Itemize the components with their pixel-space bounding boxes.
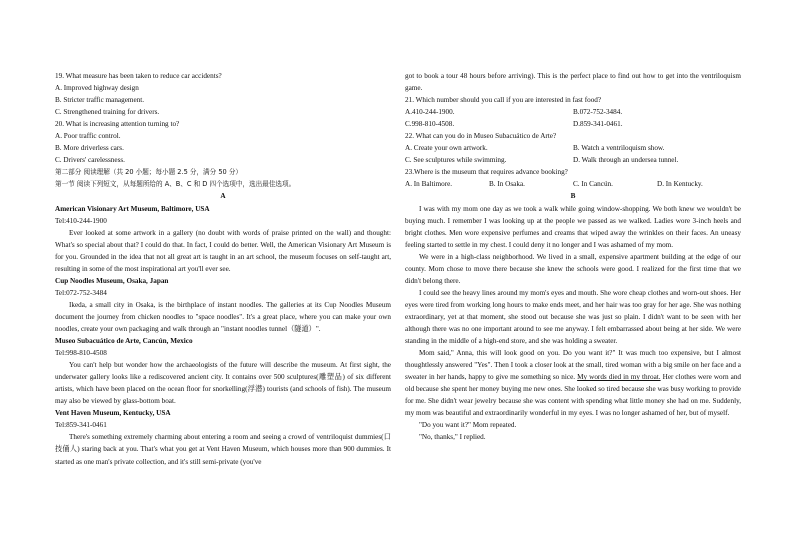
option-21b: B.072-752-3484.: [573, 108, 623, 117]
museum-3-tel: Tel:998-810-4508: [55, 349, 107, 358]
passage-b-paragraph-1: I was with my mom one day as we took a walk while going window-shopping. We both knew we wouldn't be buying much. I remember I was looking up at the people we passed as we walked. Ladies wore 3-inch heels and bright clothes. Men wore expensive perfumes and creams that wiped away the wrinkles on their faces. An uneasy feeling started to settle in my chest. I could deny it no longer and I was ashamed of my mom.: [405, 204, 741, 249]
option-20b: B. More driverless cars.: [55, 144, 124, 153]
underlined-phrase: My words died in my throat.: [577, 373, 661, 382]
museum-4-tel: Tel:859-341-0461: [55, 421, 107, 430]
museum-3-name: Museo Subacuático de Arte, Cancún, Mexico: [55, 337, 193, 346]
option-19c: C. Strengthened training for drivers.: [55, 108, 160, 117]
option-21c: C.998-810-4508.: [405, 120, 455, 129]
question-21: 21. Which number should you call if you are interested in fast food?: [405, 96, 602, 105]
option-19a: A. Improved highway design: [55, 84, 139, 93]
option-23b: B. In Osaka.: [489, 180, 525, 189]
right-column: [405, 70, 741, 443]
museum-1-name: American Visionary Art Museum, Baltimore, USA: [55, 204, 210, 213]
passage-b-paragraph-4: [405, 347, 741, 419]
section-heading: 第二部分 阅读理解（共 20 小题；每小题 2.5 分，满分 50 分）: [55, 168, 243, 177]
option-23d: D. In Kentucky.: [657, 180, 703, 189]
museum-3-text: You can't help but wonder how the archaeologists of the future will describe the museum. At first sight, the underwater gallery looks like a rediscovered ancient city. It contains over 500 sculptures(雕塑品) of six different artists, which have been placed on the ocean floor for snorkelling(浮潜) tourists (and schools of fish). The museum may also be viewed by glass-bottom boat.: [55, 361, 391, 406]
passage-b-paragraph-5: "Do you want it?" Mom repeated.: [419, 421, 517, 430]
option-23a: A. In Baltimore.: [405, 180, 453, 189]
passage-b-paragraph-2: We were in a high-class neighborhood. We lived in a small, expensive apartment building at the edge of our county. Mom chose to move there because she knew the schools were good. I realized for the first time that we didn't belong there.: [405, 252, 741, 285]
passage-b-paragraph-3: I could see the heavy lines around my mom's eyes and mouth. She wore cheap clothes and worn-out shoes. Her eyes were tired from working long hours to make ends meet, and her hair was too gray for her age. She was nothing extraordinary, yet at that moment, she stood out because she was just so plain. I didn't want to be seen with her although there was no one important around to see me anyway. I felt embarrassed about being at her side. We were standing in the middle of a high-end store, and she was holding a sweater.: [405, 288, 741, 346]
passage-a-label: A: [220, 192, 226, 201]
paragraph-4-end: Her clothes were worn and old because she spent her money buying me new ones. She looked so tired because she was busy working to provide for me. She didn't wear jewelry because she was content with spending what little money she had on me. Suddenly, my mom was beautiful and extraordinarily wonderful in my eyes. I was no longer ashamed of her, but of myself.: [405, 373, 742, 418]
museum-1-text: Ever looked at some artwork in a gallery (no doubt with words of praise printed on the wall) and thought: What's so special about that? I could do that. In fact, I could do better. Well, the American Visionary Art Museum is for you. Grounded in the idea that not all great art is taught in an art school, the museum focuses on self-taught art, resulting in some of the most inspirational art you'll ever see.: [55, 228, 391, 273]
option-22c: C. See sculptures while swimming.: [405, 156, 507, 165]
passage-b-paragraph-6: "No, thanks," I replied.: [419, 433, 486, 442]
museum-2-tel: Tel:072-752-3484: [55, 288, 107, 297]
options-22-row-1: [405, 142, 741, 154]
option-21a: A.410-244-1900.: [405, 108, 455, 117]
passage-b-label: B: [570, 192, 576, 201]
option-22d: D. Walk through an undersea tunnel.: [573, 156, 679, 165]
options-21-row-1: [405, 106, 741, 118]
museum-2-text: Ikeda, a small city in Osaka, is the birthplace of instant noodles. The galleries at its Cup Noodles Museum document the journey from chicken noodles to "space noodles". It's a great place, where you can make your own noodles, create your own packaging and walk through an "instant noodles tunnel（隧道）".: [55, 300, 391, 333]
option-21d: D.859-341-0461.: [573, 120, 623, 129]
option-23c: C. In Cancún.: [573, 180, 613, 189]
options-23: [405, 178, 741, 190]
museum-2-name: Cup Noodles Museum, Osaka, Japan: [55, 276, 169, 285]
museum-1-tel: Tel:410-244-1900: [55, 216, 107, 225]
museum-4-text: There's something extremely charming about entering a room and seeing a crowd of ventriloquist dummies(口技俑人) staring back at you. That's what you get at Vent Haven Museum, which houses more than 900 dummies. It started as one man's private collection, and it's still semi-private (you've: [55, 433, 391, 466]
paragraph-4-start: Mom said," Anna, this will look good on you. Do you want it?" It was much too expensive, but I almost thoughtlessly answered "Yes". Then I took a closer look at the small, tired woman with a big smile on her face and a sweater in her hands, happy to give me something so nice.: [405, 349, 741, 382]
question-22: 22. What can you do in Museo Subacuático de Arte?: [405, 132, 557, 141]
option-19b: B. Stricter traffic management.: [55, 96, 145, 105]
option-22a: A. Create your own artwork.: [405, 144, 488, 153]
options-21-row-2: [405, 118, 741, 130]
museum-4-continued: got to book a tour 48 hours before arriving). This is the perfect place to find out how to get into the ventriloquism game.: [405, 72, 741, 93]
left-column: [55, 70, 391, 468]
question-19: 19. What measure has been taken to reduce car accidents?: [55, 72, 222, 80]
section-instruction: 第一节 阅读下列短文，从每题所给的 A、B、C 和 D 四个选项中，选出最佳选项。: [55, 180, 296, 189]
museum-4-name: Vent Haven Museum, Kentucky, USA: [55, 409, 171, 418]
option-22b: B. Watch a ventriloquism show.: [573, 144, 665, 153]
question-20: 20. What is increasing attention turning to?: [55, 120, 180, 129]
question-23: 23.Where is the museum that requires advance booking?: [405, 168, 568, 177]
options-22-row-2: [405, 154, 741, 166]
option-20a: A. Poor traffic control.: [55, 132, 121, 141]
option-20c: C. Drivers' carelessness.: [55, 156, 125, 165]
